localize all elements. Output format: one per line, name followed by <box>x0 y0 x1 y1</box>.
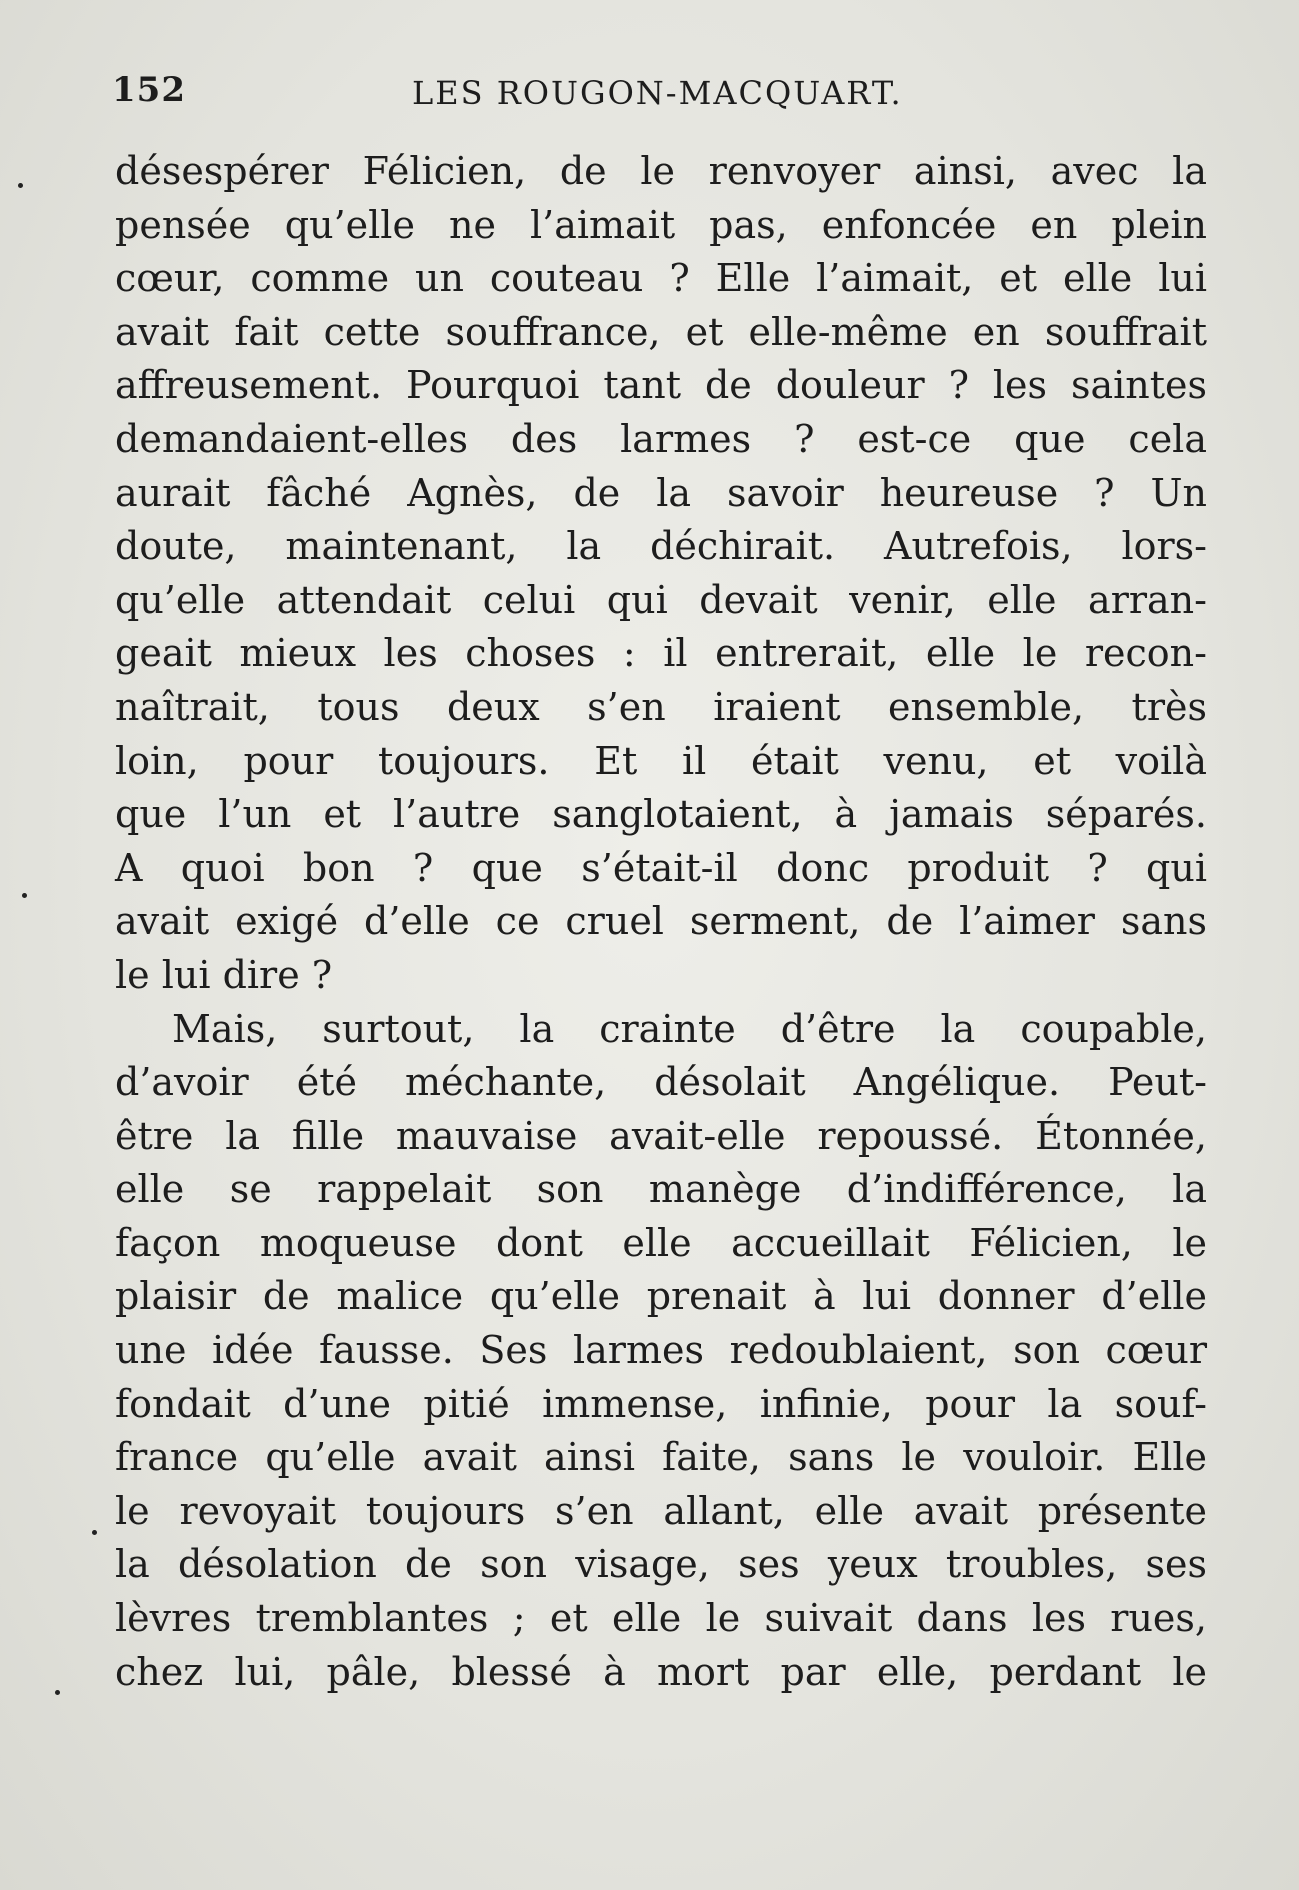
text-line: doute, maintenant, la déchirait. Autrefois, lors- <box>115 524 1207 569</box>
ink-speck <box>55 1690 60 1695</box>
body-text <box>115 145 1207 1699</box>
text-line: naîtrait, tous deux s’en iraient ensemble, très <box>115 684 1207 729</box>
text-line: pensée qu’elle ne l’aimait pas, enfoncée en plein <box>115 202 1207 247</box>
text-line: demandaient-elles des larmes ? est-ce que cela <box>115 416 1207 461</box>
text-line: elle se rappelait son manège d’indifférence, la <box>115 1167 1207 1212</box>
text-line: cœur, comme un couteau ? Elle l’aimait, et elle lui <box>115 256 1207 301</box>
text-line: affreusement. Pourquoi tant de douleur ? les saintes <box>115 363 1207 408</box>
text-line: lèvres tremblantes ; et elle le suivait dans les rues, <box>115 1596 1207 1641</box>
text-line: désespérer Félicien, de le renvoyer ainsi, avec la <box>115 149 1207 193</box>
text-line: A quoi bon ? que s’était-il donc produit ? qui <box>115 845 1207 890</box>
text-line: fondait d’une pitié immense, infinie, pour la souf- <box>115 1381 1207 1426</box>
running-head <box>112 70 1212 120</box>
ink-speck <box>92 1530 97 1535</box>
text-line: d’avoir été méchante, désolait Angélique. Peut- <box>115 1060 1207 1105</box>
text-line: geait mieux les choses : il entrerait, elle le recon- <box>115 631 1207 676</box>
text-line: qu’elle attendait celui qui devait venir, elle arran- <box>115 577 1207 622</box>
text-line: être la fille mauvaise avait-elle repoussé. Étonnée, <box>115 1113 1207 1158</box>
text-line: façon moqueuse dont elle accueillait Félicien, le <box>115 1220 1207 1265</box>
ink-speck <box>18 183 23 188</box>
text-line: que l’un et l’autre sanglotaient, à jamais séparés. <box>115 792 1207 837</box>
text-line: la désolation de son visage, ses yeux troubles, ses <box>115 1542 1207 1587</box>
text-line: loin, pour toujours. Et il était venu, et voilà <box>115 738 1207 783</box>
text-line: france qu’elle avait ainsi faite, sans le vouloir. Elle <box>115 1435 1207 1480</box>
text-line: chez lui, pâle, blessé à mort par elle, perdant le <box>115 1649 1207 1694</box>
ink-speck <box>22 893 27 898</box>
running-title: LES ROUGON-MACQUART. <box>412 74 903 112</box>
text-line: Mais, surtout, la crainte d’être la coupable, <box>172 1006 1207 1051</box>
text-line: aurait fâché Agnès, de la savoir heureuse ? Un <box>115 470 1207 515</box>
text-line: avait fait cette souffrance, et elle-même en souffrait <box>115 309 1207 354</box>
text-line: plaisir de malice qu’elle prenait à lui donner d’elle <box>115 1274 1207 1319</box>
text-line: le revoyait toujours s’en allant, elle avait présente <box>115 1488 1207 1533</box>
page-number: 152 <box>112 70 186 110</box>
text-line: avait exigé d’elle ce cruel serment, de l’aimer sans <box>115 899 1207 944</box>
text-line: le lui dire ? <box>115 952 333 997</box>
text-line: une idée fausse. Ses larmes redoublaient, son cœur <box>115 1328 1207 1373</box>
